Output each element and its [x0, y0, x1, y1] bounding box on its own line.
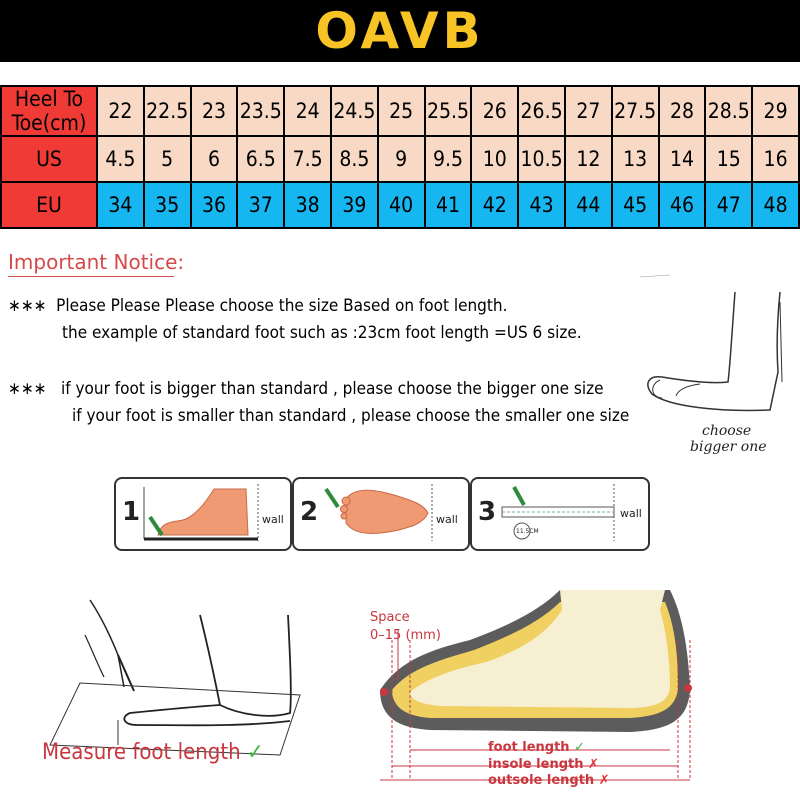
size-cell: 7.5: [284, 136, 331, 182]
size-cell: 10.5: [518, 136, 565, 182]
size-cell: 9: [378, 136, 425, 182]
size-cell: 29: [752, 86, 799, 136]
cross-icon: ✗: [598, 773, 610, 788]
size-cell: 22: [97, 86, 144, 136]
size-cell: 26: [471, 86, 518, 136]
size-cell: 45: [612, 182, 659, 228]
notice-line-1: ∗∗∗ Please Please Please choose the size Based on foot length.: [8, 296, 508, 316]
foot-length-text: foot length: [488, 740, 570, 755]
step-number-2: 2: [300, 497, 319, 527]
size-cell: 26.5: [518, 86, 565, 136]
size-cell: 48: [752, 182, 799, 228]
size-cell: 24.5: [331, 86, 378, 136]
size-cell: 37: [237, 182, 284, 228]
size-cell: 23: [191, 86, 238, 136]
insole-length-label: [488, 757, 599, 772]
size-chart-table: [0, 85, 800, 229]
size-cell: 42: [471, 182, 518, 228]
size-cell: 15: [705, 136, 752, 182]
step-number-3: 3: [478, 497, 497, 527]
size-cell: 36: [191, 182, 238, 228]
size-row-header: Heel To Toe(cm): [1, 86, 97, 136]
size-cell: 27.5: [612, 86, 659, 136]
foot-length-label: [488, 740, 585, 755]
size-cell: 28.5: [705, 86, 752, 136]
space-label: [370, 609, 441, 645]
wall-label-3: wall: [620, 507, 642, 520]
measure-foot-length-label: [42, 740, 264, 765]
step-panel-3: [470, 477, 650, 551]
notice-underline: [8, 276, 174, 277]
size-cell: 43: [518, 182, 565, 228]
notice-line-2: the example of standard foot such as :23cm foot length =US 6 size.: [62, 323, 582, 343]
size-row-header: US: [1, 136, 97, 182]
size-cell: 9.5: [425, 136, 472, 182]
wall-label-2: wall: [436, 513, 458, 526]
size-cell: 25: [378, 86, 425, 136]
size-cell: 23.5: [237, 86, 284, 136]
size-cell: 39: [331, 182, 378, 228]
ruler-note: 11.5CM: [516, 528, 539, 535]
choose-line-1: choose: [702, 423, 752, 439]
measure-label-text: Measure foot length: [42, 740, 241, 765]
size-cell: 47: [705, 182, 752, 228]
size-cell: 38: [284, 182, 331, 228]
size-cell: 12: [565, 136, 612, 182]
size-cell: 6.5: [237, 136, 284, 182]
step-panel-1: [114, 477, 292, 551]
size-cell: 22.5: [144, 86, 191, 136]
check-icon: ✓: [246, 740, 264, 765]
check-icon: ✓: [574, 740, 585, 755]
size-row-eu: [1, 182, 799, 228]
notice-line-3: ∗∗∗ if your foot is bigger than standard , please choose the bigger one size: [8, 379, 604, 399]
size-cell: 40: [378, 182, 425, 228]
size-cell: 41: [425, 182, 472, 228]
notice-title: Important Notice:: [8, 250, 185, 274]
size-cell: 34: [97, 182, 144, 228]
size-cell: 28: [659, 86, 706, 136]
size-row-header: EU: [1, 182, 97, 228]
size-cell: 24: [284, 86, 331, 136]
cross-icon: ✗: [588, 757, 599, 772]
size-row-cm: [1, 86, 799, 136]
size-cell: 8.5: [331, 136, 378, 182]
space-label-line-2: 0–15 (mm): [370, 628, 441, 643]
outsole-length-text: outsole length: [488, 773, 595, 788]
space-label-line-1: Space: [370, 610, 410, 625]
choose-bigger-note: [690, 423, 767, 455]
size-cell: 13: [612, 136, 659, 182]
size-cell: 6: [191, 136, 238, 182]
outsole-length-label: [488, 773, 610, 788]
brand-logo: OAVB: [315, 2, 485, 60]
size-cell: 14: [659, 136, 706, 182]
step-number-1: 1: [122, 497, 141, 527]
top-banner: [0, 0, 800, 62]
size-cell: 44: [565, 182, 612, 228]
insole-length-text: insole length: [488, 757, 584, 772]
size-cell: 10: [471, 136, 518, 182]
step-panel-2: [292, 477, 470, 551]
size-cell: 35: [144, 182, 191, 228]
size-cell: 46: [659, 182, 706, 228]
wall-label-1: wall: [262, 513, 284, 526]
size-cell: 4.5: [97, 136, 144, 182]
size-cell: 25.5: [425, 86, 472, 136]
size-cell: 16: [752, 136, 799, 182]
choose-line-2: bigger one: [690, 439, 767, 455]
size-row-us: [1, 136, 799, 182]
notice-line-4: if your foot is smaller than standard , please choose the smaller one size: [72, 406, 630, 426]
size-cell: 5: [144, 136, 191, 182]
size-cell: 27: [565, 86, 612, 136]
